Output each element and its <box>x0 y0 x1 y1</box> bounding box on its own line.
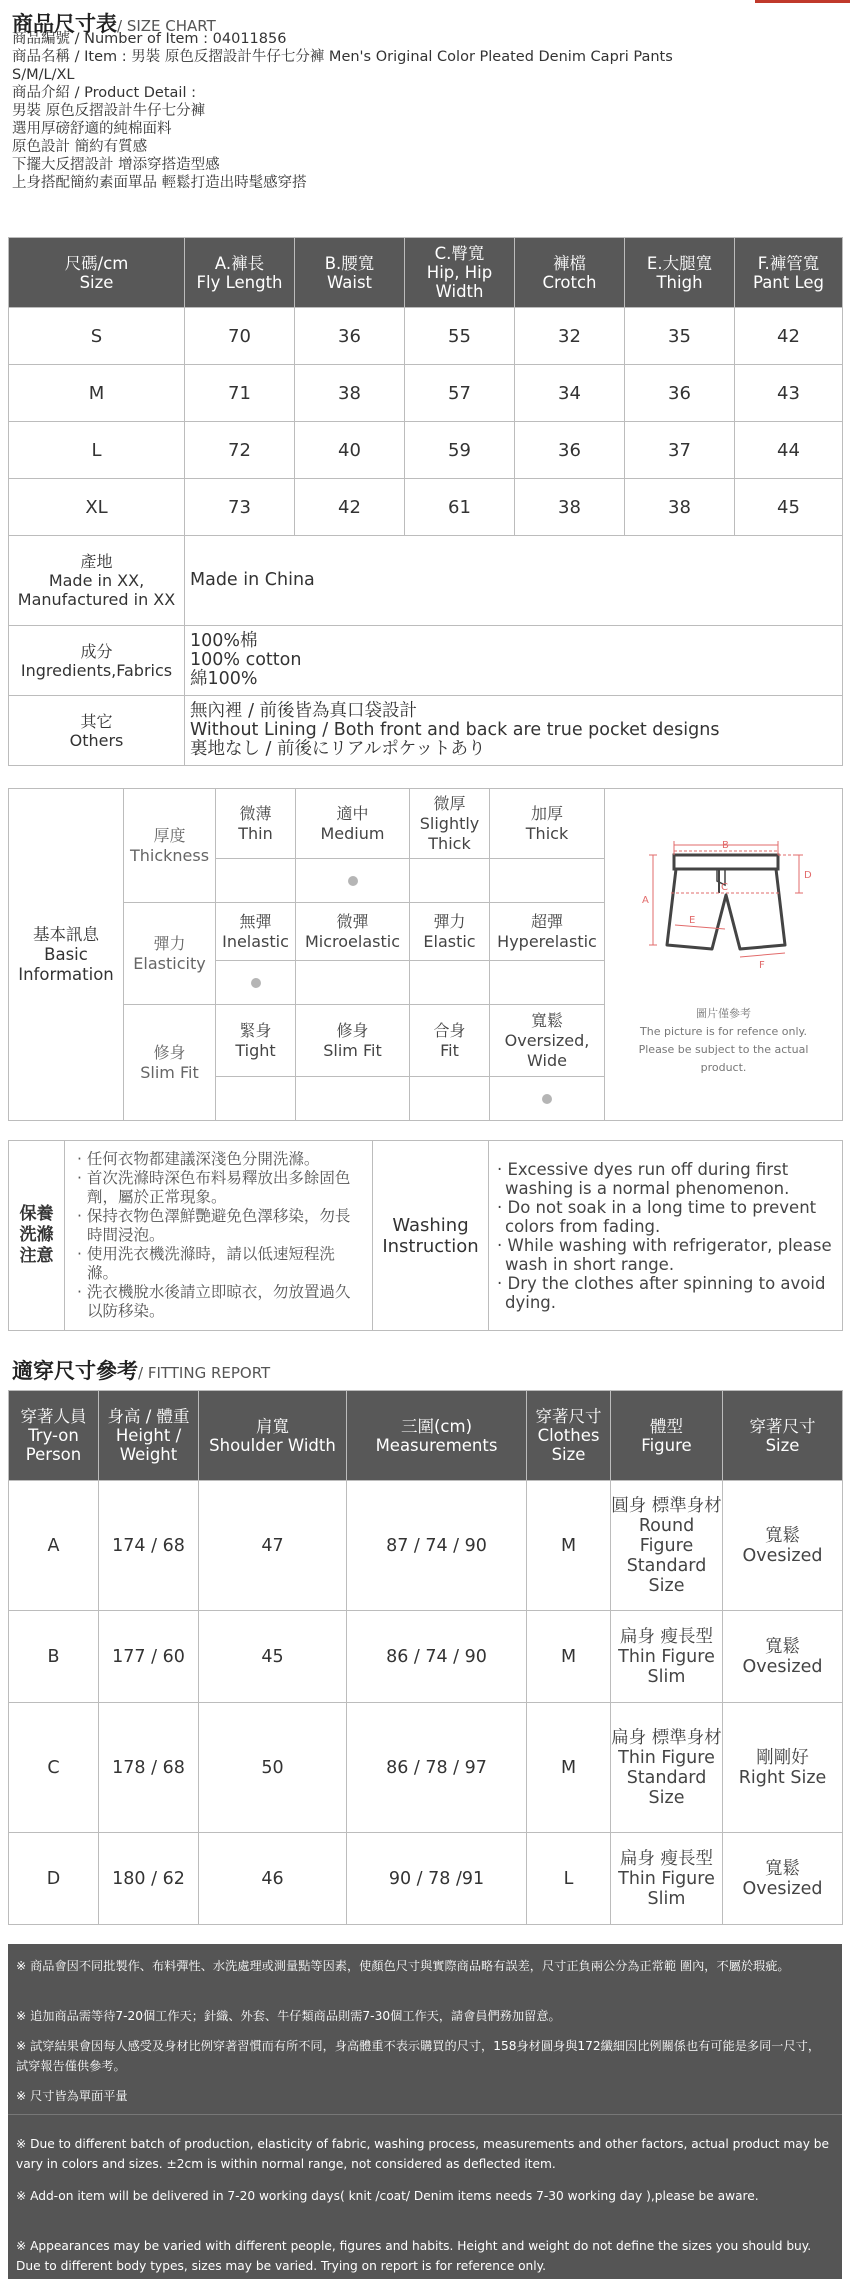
fitting-title-zh: 適穿尺寸參考 <box>12 1359 138 1383</box>
value-cell: 42 <box>735 308 843 365</box>
value-cell: 61 <box>405 479 515 536</box>
notes-divider <box>8 2114 842 2115</box>
list-item: · 洗衣機脫水後請立即晾衣，勿放置過久以防移染。 <box>77 1283 351 1320</box>
elasticity-option: 超彈 Hyperelastic <box>490 903 605 961</box>
product-sizes: S/M/L/XL <box>12 67 75 83</box>
value-cell: 45 <box>735 479 843 536</box>
thickness-option: 適中 Medium <box>296 789 410 859</box>
washing-table <box>8 1140 843 1331</box>
value-cell: 44 <box>735 422 843 479</box>
header-crotch: 褲檔 Crotch <box>515 238 625 308</box>
diagram-label: D <box>803 869 812 881</box>
product-detail-label: 商品介紹 / Product Detail : <box>12 85 196 101</box>
note-en: ※ Add-on item will be delivered in 7-20 working days( knit /coat/ Denim items needs 7-30 working day ),please be aware. <box>16 2189 759 2203</box>
header-height-weight: 身高 / 體重 Height / Weight <box>99 1391 199 1481</box>
list-item: · 首次洗滌時深色布料易釋放出多餘固色劑，屬於正常現象。 <box>77 1169 351 1206</box>
note-zh: ※ 商品會因不同批製作、布料彈性、水洗處理或測量點等因素，使顏色尺寸與實際商品略有誤差，尺寸正負兩公分為正常範 圍內，不屬於瑕疵。 <box>16 1959 790 1973</box>
notes-panel <box>8 1944 842 2279</box>
size-cell: S <box>9 308 185 365</box>
origin-label: 產地 Made in XX, Manufactured in XX <box>9 536 185 626</box>
list-item: · While washing with refrigerator, please wash in short range. <box>497 1235 832 1274</box>
product-detail-line: 男裝 原色反摺設計牛仔七分褲 <box>12 103 206 119</box>
value-cell: 36 <box>625 365 735 422</box>
header-measurements: 三圍(cm) Measurements <box>347 1391 527 1481</box>
value-cell: 34 <box>515 365 625 422</box>
fitting-report-title <box>12 1355 270 1385</box>
ingredients-value: 100%棉 100% cotton 綿100% <box>185 626 843 696</box>
pants-diagram-cell <box>605 789 843 1121</box>
value-cell: 32 <box>515 308 625 365</box>
washing-label-zh: 保養洗滌注意 <box>9 1141 65 1331</box>
thickness-mark <box>216 859 296 903</box>
selected-dot <box>348 876 358 886</box>
size-chart-title-en: / SIZE CHART <box>117 17 216 35</box>
product-detail-line: 上身搭配簡約素面單品 輕鬆打造出時髦感穿搭 <box>12 175 307 191</box>
fit-mark <box>296 1077 410 1121</box>
elasticity-mark <box>216 961 296 1005</box>
basic-info-label: 基本訊息 Basic Information <box>9 789 124 1121</box>
pants-diagram <box>609 833 839 1003</box>
elasticity-mark <box>296 961 410 1005</box>
ingredients-row <box>9 626 843 696</box>
elasticity-mark <box>490 961 605 1005</box>
value-cell: 70 <box>185 308 295 365</box>
product-info <box>12 30 842 192</box>
fit-label: 修身 Slim Fit <box>124 1005 216 1121</box>
size-cell: M <box>9 365 185 422</box>
product-number: 商品編號 / Number of Item : 04011856 <box>12 31 287 47</box>
washing-label-en: Washing Instruction <box>373 1141 489 1331</box>
thickness-option: 加厚 Thick <box>490 789 605 859</box>
fit-option: 修身 Slim Fit <box>296 1005 410 1077</box>
note-zh: ※ 試穿結果會因每人感受及身材比例穿著習慣而有所不同，身高體重不表示購買的尺寸，158身材圓身與172纖細因比例關係也有可能是多同一尺寸，試穿報告僅供參考。 <box>16 2039 821 2073</box>
diagram-label: B <box>721 839 729 851</box>
value-cell: 72 <box>185 422 295 479</box>
origin-row <box>9 536 843 626</box>
diagram-label: F <box>758 959 765 971</box>
list-item: · Excessive dyes run off during first washing is a normal phenomenon. <box>497 1159 790 1198</box>
fit-mark <box>410 1077 490 1121</box>
header-fly-length: A.褲長 Fly Length <box>185 238 295 308</box>
table-row: B 177 / 60 45 86 / 74 / 90 M 扁身 瘦長型 Thin Figure Slim 寬鬆 Ovesized <box>9 1611 843 1703</box>
others-value: 無內裡 / 前後皆為真口袋設計 Without Lining / Both front and back are true pocket designs 裏地なし / 前後にリアルポケットあり <box>185 696 843 766</box>
table-row <box>9 365 843 422</box>
size-cell: L <box>9 422 185 479</box>
selected-dot <box>251 978 261 988</box>
product-detail-line: 選用厚磅舒適的純棉面料 <box>12 121 172 137</box>
note-zh: ※ 追加商品需等待7-20個工作天；針織、外套、牛仔類商品則需7-30個工作天，請會員們務加留意。 <box>16 2009 561 2023</box>
size-cell: XL <box>9 479 185 536</box>
value-cell: 38 <box>295 365 405 422</box>
table-row <box>9 308 843 365</box>
value-cell: 59 <box>405 422 515 479</box>
header-person: 穿著人員 Try-on Person <box>9 1391 99 1481</box>
selected-dot <box>542 1094 552 1104</box>
thickness-label: 厚度 Thickness <box>124 789 216 903</box>
value-cell: 40 <box>295 422 405 479</box>
fit-mark <box>216 1077 296 1121</box>
value-cell: 36 <box>295 308 405 365</box>
origin-value: Made in China <box>185 536 843 626</box>
thickness-mark <box>296 859 410 903</box>
table-row: C 178 / 68 50 86 / 78 / 97 M 扁身 標準身材 Thin Figure Standard Size 剛剛好 Right Size <box>9 1703 843 1833</box>
ingredients-label: 成分 Ingredients,Fabrics <box>9 626 185 696</box>
washing-en-list <box>489 1141 843 1331</box>
washing-zh-list <box>65 1141 373 1331</box>
list-item: · 保持衣物色澤鮮艷避免色澤移染，勿長時間浸泡。 <box>77 1207 351 1244</box>
elasticity-option: 微彈 Microelastic <box>296 903 410 961</box>
value-cell: 57 <box>405 365 515 422</box>
product-detail-line: 原色設計 簡約有質感 <box>12 139 148 155</box>
table-row <box>9 479 843 536</box>
diagram-label: E <box>688 914 695 926</box>
size-table <box>8 237 843 766</box>
elasticity-label: 彈力 Elasticity <box>124 903 216 1005</box>
fitting-table <box>8 1390 843 1925</box>
header-shoulder: 肩寬 Shoulder Width <box>199 1391 347 1481</box>
thickness-option: 微薄 Thin <box>216 789 296 859</box>
note-en: ※ Appearances may be varied with different people, figures and habits. Height and weight do not define the sizes you should buy. Due to different body types, sizes may be varied. Trying on report is for reference only. <box>16 2239 812 2273</box>
note-en: ※ Due to different batch of production, elasticity of fabric, washing process, measurements and other factors, actual product may be vary in colors and sizes. ±2cm is within normal range, not considered as deflected item. <box>16 2137 830 2171</box>
list-item: · Dry the clothes after spinning to avoid dying. <box>497 1273 826 1312</box>
table-row <box>9 422 843 479</box>
fitting-header <box>9 1391 843 1481</box>
product-detail-line: 下擺大反摺設計 增添穿搭造型感 <box>12 157 220 173</box>
thickness-mark <box>410 859 490 903</box>
header-waist: B.腰寬 Waist <box>295 238 405 308</box>
table-row: A 174 / 68 47 87 / 74 / 90 M 圓身 標準身材 Round Figure Standard Size 寬鬆 Ovesized <box>9 1481 843 1611</box>
value-cell: 73 <box>185 479 295 536</box>
thickness-mark <box>490 859 605 903</box>
size-chart-title-zh: 商品尺寸表 <box>12 12 117 36</box>
header-pant-leg: F.褲管寬 Pant Leg <box>735 238 843 308</box>
fitting-title-en: / FITTING REPORT <box>138 1364 271 1382</box>
elasticity-option: 彈力 Elastic <box>410 903 490 961</box>
thickness-option: 微厚 Slightly Thick <box>410 789 490 859</box>
value-cell: 38 <box>625 479 735 536</box>
fit-mark <box>490 1077 605 1121</box>
note-zh: ※ 尺寸皆為單面平量 <box>16 2089 128 2103</box>
size-table-header <box>9 238 843 308</box>
basic-info-table <box>8 788 843 1121</box>
header-clothes-size: 穿著尺寸 Clothes Size <box>527 1391 611 1481</box>
value-cell: 37 <box>625 422 735 479</box>
list-item: · 任何衣物都建議深淺色分開洗滌。 <box>77 1150 320 1168</box>
product-name: 商品名稱 / Item : 男裝 原色反摺設計牛仔七分褲 Men's Original Color Pleated Denim Capri Pants <box>12 49 673 65</box>
others-label: 其它 Others <box>9 696 185 766</box>
elasticity-mark <box>410 961 490 1005</box>
header-thigh: E.大腿寬 Thigh <box>625 238 735 308</box>
fit-option: 合身 Fit <box>410 1005 490 1077</box>
fit-option: 緊身 Tight <box>216 1005 296 1077</box>
value-cell: 71 <box>185 365 295 422</box>
list-item: · 使用洗衣機洗滌時，請以低速短程洗滌。 <box>77 1245 335 1282</box>
top-accent-line <box>755 0 850 3</box>
value-cell: 38 <box>515 479 625 536</box>
header-size: 尺碼/cm Size <box>9 238 185 308</box>
diagram-label: C <box>720 881 728 893</box>
value-cell: 42 <box>295 479 405 536</box>
diagram-label: A <box>641 894 649 906</box>
value-cell: 43 <box>735 365 843 422</box>
diagram-caption: 圖片僅參考 The picture is for refence only. Please be subject to the actual product. <box>638 1006 809 1074</box>
header-figure: 體型 Figure <box>611 1391 723 1481</box>
header-hip: C.臀寬 Hip, Hip Width <box>405 238 515 308</box>
list-item: · Do not soak in a long time to prevent colors from fading. <box>497 1197 817 1236</box>
value-cell: 35 <box>625 308 735 365</box>
elasticity-option: 無彈 Inelastic <box>216 903 296 961</box>
value-cell: 36 <box>515 422 625 479</box>
others-row <box>9 696 843 766</box>
header-size: 穿著尺寸 Size <box>723 1391 843 1481</box>
table-row: D 180 / 62 46 90 / 78 /91 L 扁身 瘦長型 Thin Figure Slim 寬鬆 Ovesized <box>9 1833 843 1925</box>
value-cell: 55 <box>405 308 515 365</box>
fit-option: 寬鬆 Oversized, Wide <box>490 1005 605 1077</box>
